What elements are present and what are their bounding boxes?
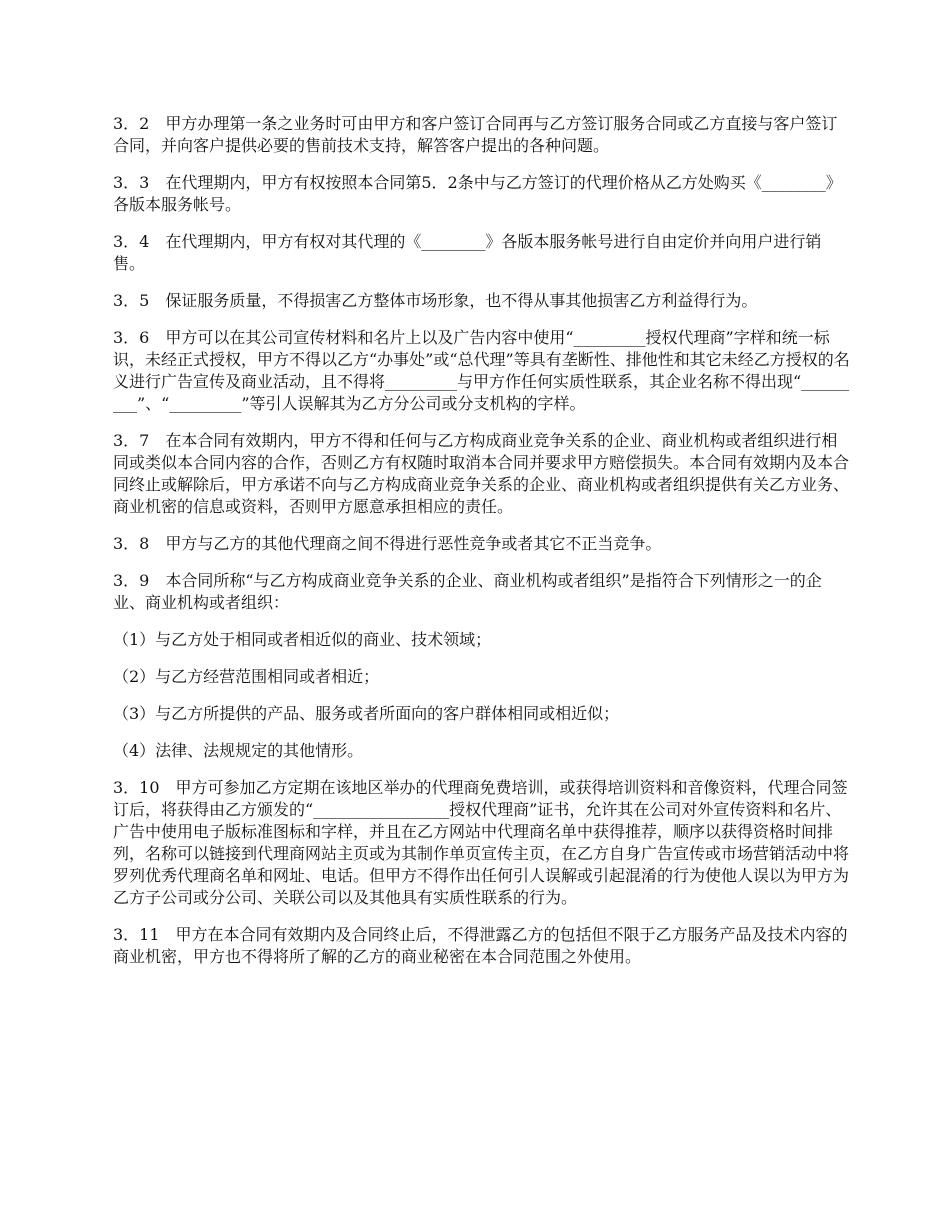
clause-text: 甲方与乙方的其他代理商之间不得进行恶性竞争或者其它不正当竞争。 — [165, 534, 662, 553]
clause-text: 本合同所称“与乙方构成商业竞争关系的企业、商业机构或者组织”是指符合下列情形之一的企业、商业机构或者组织： — [113, 571, 822, 612]
list-item-text: （2）与乙方经营范围相同或者相近； — [113, 667, 380, 686]
clause-3-8 — [113, 533, 850, 555]
clause-3-5 — [113, 290, 850, 312]
clause-number: 3．2 — [113, 114, 150, 133]
clause-3-7 — [113, 430, 850, 518]
clause-3-6 — [113, 327, 850, 415]
clause-number: 3．6 — [113, 328, 150, 347]
clause-number: 3．7 — [113, 431, 150, 450]
list-item-text: （1）与乙方处于相同或者相近似的商业、技术领域； — [113, 630, 492, 649]
clause-text: 在代理期内，甲方有权按照本合同第5．2条中与乙方签订的代理价格从乙方处购买《________》各版本服务帐号。 — [113, 173, 842, 214]
clause-text: 甲方可以在其公司宣传材料和名片上以及广告内容中使用“_________授权代理商”字样和统一标识，未经正式授权，甲方不得以乙方“办事处”或“总代理”等具有垄断性、排他性和其它未经乙方授权的名义进行广告宣传及商业活动，且不得将_________与甲方作任何实质性联系，其企业名称不得出现“_________”、“_________”等引人误解其为乙方分公司或分支机构的字样。 — [113, 328, 850, 413]
clause-number: 3．5 — [113, 291, 150, 310]
clause-text: 甲方可参加乙方定期在该地区举办的代理商免费培训，或获得培训资料和音像资料，代理合同签订后，将获得由乙方颁发的“_________________授权代理商”证书，允许其在公司对外宣传资料和名片、广告中使用电子版标准图标和字样，并且在乙方网站中代理商名单中获得推荐，顺序以获得资格时间排列，名称可以链接到代理商网站主页或为其制作单页宣传主页，在乙方自身广告宣传或市场营销活动中将罗列优秀代理商名单和网址、电话。但甲方不得作出任何引人误解或引起混淆的行为使他人误以为甲方为乙方子公司或分公司、关联公司以及其他具有实质性联系的行为。 — [113, 778, 850, 907]
clause-number: 3．11 — [113, 925, 160, 944]
clause-number: 3．10 — [113, 778, 160, 797]
clause-number: 3．4 — [113, 232, 150, 251]
clause-3-11 — [113, 924, 850, 968]
clause-text: 甲方办理第一条之业务时可由甲方和客户签订合同再与乙方签订服务合同或乙方直接与客户签订合同，并向客户提供必要的售前技术支持，解答客户提出的各种问题。 — [113, 114, 838, 155]
list-item-2 — [113, 666, 850, 688]
clause-3-3 — [113, 172, 850, 216]
clause-number: 3．9 — [113, 571, 150, 590]
clause-3-9 — [113, 570, 850, 614]
clause-text: 在代理期内，甲方有权对其代理的《________》各版本服务帐号进行自由定价并向用户进行销售。 — [113, 232, 822, 273]
clause-number: 3．8 — [113, 534, 150, 553]
list-item-4 — [113, 740, 850, 762]
clause-3-10 — [113, 777, 850, 909]
clause-3-2 — [113, 113, 850, 157]
list-item-1 — [113, 629, 850, 651]
clause-text: 甲方在本合同有效期内及合同终止后，不得泄露乙方的包括但不限于乙方服务产品及技术内容的商业机密，甲方也不得将所了解的乙方的商业秘密在本合同范围之外使用。 — [113, 925, 848, 966]
clause-text: 在本合同有效期内，甲方不得和任何与乙方构成商业竞争关系的企业、商业机构或者组织进行相同或类似本合同内容的合作，否则乙方有权随时取消本合同并要求甲方赔偿损失。本合同有效期内及本合同终止或解除后，甲方承诺不向与乙方构成商业竞争关系的企业、商业机构或者组织提供有关乙方业务、商业机密的信息或资料，否则甲方愿意承担相应的责任。 — [113, 431, 850, 516]
list-item-text: （4）法律、法规规定的其他情形。 — [113, 741, 364, 760]
list-item-3 — [113, 703, 850, 725]
clause-3-4 — [113, 231, 850, 275]
document-body — [113, 113, 850, 983]
clause-text: 保证服务质量，不得损害乙方整体市场形象，也不得从事其他损害乙方利益得行为。 — [165, 291, 758, 310]
clause-number: 3．3 — [113, 173, 150, 192]
list-item-text: （3）与乙方所提供的产品、服务或者所面向的客户群体相同或相近似； — [113, 704, 620, 723]
